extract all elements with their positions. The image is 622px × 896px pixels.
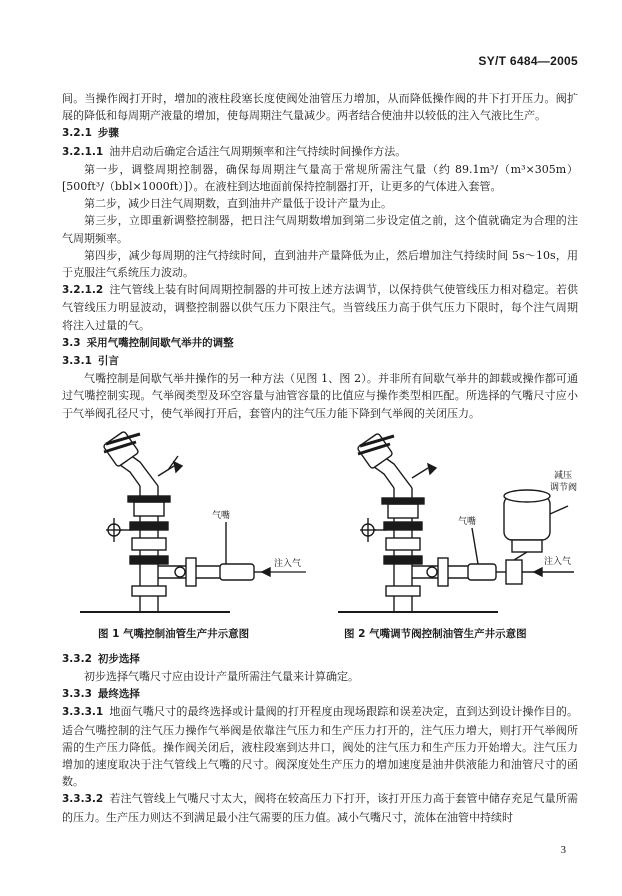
figure-1-caption: 图 1 气嘴控制油管生产井示意图	[98, 627, 250, 640]
label-valve-line2: 调节阀	[550, 482, 578, 493]
section-heading: 3.3.3 最终选择	[62, 688, 140, 701]
section-heading: 3.3.2 初步选择	[62, 652, 140, 665]
figure-2-caption: 图 2 气嘴调节阀控制油管生产井示意图	[344, 627, 527, 640]
label-inject-gas: 注入气	[544, 556, 572, 567]
label-choke: 气嘴	[212, 510, 231, 521]
figures-row	[62, 426, 578, 650]
document-body	[62, 90, 578, 826]
clause: 3.3.3.1 地面气嘴尺寸的最终选择或计量阀的打开程度由现场跟踪和误差决定，直到达到设计操作目的。适合气嘴控制的注气压力操作气举阀是依靠注气压力和生产压力打开的，注气压力增大，则打开气举阀所需的生产压力降低。操作阀关闭后，液柱段塞到达井口，阀处的注气压力和生产压力开始增大。注气压力增加的速度取决于注气管线上气嘴的尺寸。阀深度处生产压力的增加速度是油井供液能力和油管尺寸的函数。	[62, 705, 578, 789]
figure-2	[328, 432, 578, 622]
figure-1	[70, 426, 310, 622]
wellhead-choke-diagram	[70, 426, 310, 622]
paragraph: 初步选择气嘴尺寸应由设计产量所需注气量来计算确定。	[84, 670, 359, 684]
label-choke: 气嘴	[458, 516, 477, 527]
clause: 3.2.1.1 油井启动后确定合适注气周期频率和注气持续时间操作方法。	[62, 144, 407, 158]
page-number: 3	[560, 844, 566, 856]
step-1: 第一步，调整周期控制器，确保每周期注气量高于常规所需注气量（约 89.1m³/（m³×305m）[500ft³/（bbl×1000ft）]）。在液柱到达地面前保持控制器打开，让更多的气体进入套管。	[62, 162, 578, 194]
label-valve-line1: 减压	[554, 470, 573, 481]
section-heading: 3.2.1 步骤	[62, 127, 119, 140]
clause: 3.3.3.2 若注气管线上气嘴尺寸太大，阀将在较高压力下打开，该打开压力高于套管中储存充足气量所需的压力。生产压力则达不到满足最小注气需要的压力值。减小气嘴尺寸，流体在油管中持续时	[62, 792, 578, 824]
step-3: 第三步，立即重新调整控制器，把日注气周期数增加到第二步设定值之前，这个值就确定为合理的注气周期频率。	[62, 214, 578, 245]
step-2: 第二步，减少日注气周期数，直到油井产量低于设计产量为止。	[84, 197, 392, 211]
paragraph: 气嘴控制是间歇气举井操作的另一种方法（见图 1、图 2）。并非所有间歇气举井的卸载或操作都可通过气嘴控制实现。气举阀类型及环空容量与油管容量的比值应与操作类型相匹配。所选择的气嘴尺寸应小于气举阀孔径尺寸，使气举阀打开后，套管内的注气压力能下降到气举阀的关闭压力。	[62, 372, 578, 420]
paragraph: 间。当操作阀打开时，增加的液柱段塞长度使阀处油管压力增加，从而降低操作阀的井下打开压力。阀扩展的降低和每周期产液量的增加，使每周期注气量减少。两者结合使油井以较低的注入气液比生产。	[62, 92, 578, 123]
standard-code: SY/T 6484—2005	[478, 54, 578, 68]
label-inject-gas: 注入气	[274, 558, 302, 569]
section-heading: 3.3.1 引言	[62, 355, 119, 368]
step-4: 第四步，减少每周期的注气持续时间，直到油井产量降低为止，然后增加注气持续时间 5s～10s，用于克服注气系统压力波动。	[62, 248, 578, 280]
wellhead-regulator-diagram	[328, 432, 578, 622]
section-heading: 3.3 采用气嘴控制间歇气举井的调整	[62, 336, 234, 349]
clause: 3.2.1.2 注气管线上装有时间周期控制器的井可按上述方法调节，以保持供气使管线压力相对稳定。若供气管线压力明显波动，调整控制器以供气压力下限注气。当管线压力高于供气压力下限时，每个注气周期将注入过量的气。	[62, 283, 578, 332]
